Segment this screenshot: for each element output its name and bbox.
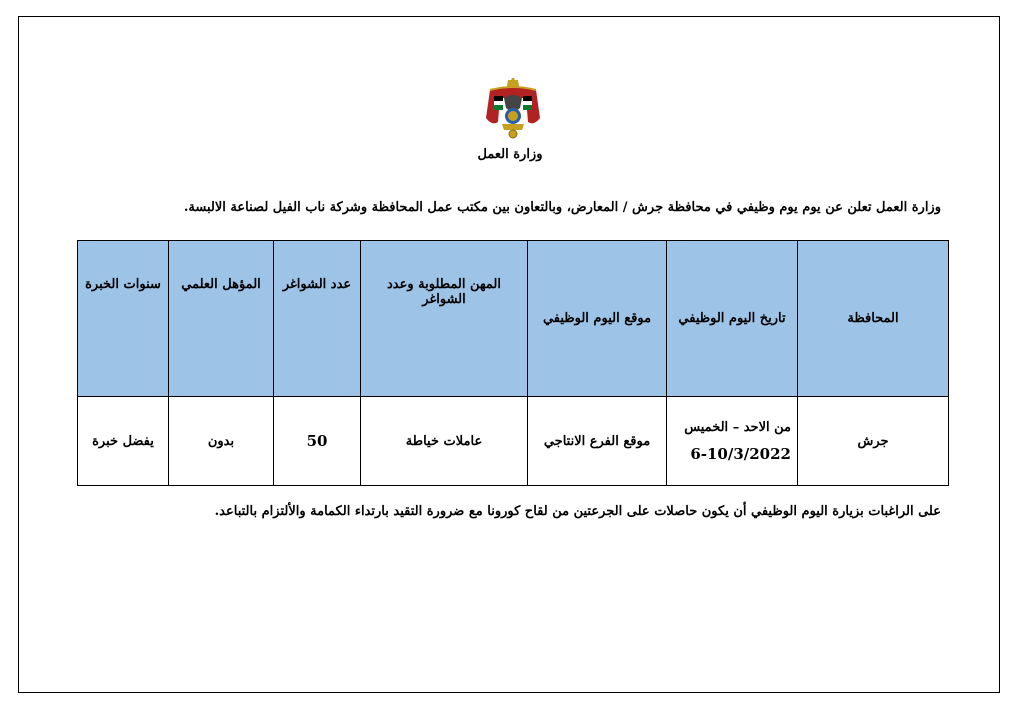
cell-location: موقع الفرع الانتاجي [528,397,667,486]
cell-jobs: عاملات خياطة [361,397,528,486]
cell-date-days: من الاحد – الخميس [684,420,791,435]
header-qualification: المؤهل العلمي [169,241,274,397]
header-experience: سنوات الخبرة [78,241,169,397]
table-header-row [78,241,949,397]
cell-date-value: 6-10/3/2022 [690,445,791,463]
requirements-note: على الراغبات بزيارة اليوم الوظيفي أن يكون حاصلات على الجرعتين من لقاح كورونا مع ضرورة التقيد بارتداء الكمامة والألتزام بالتباعد. [214,504,941,519]
job-day-table [77,240,949,486]
cell-vacancies: 50 [274,397,361,486]
table-row [78,397,949,486]
header-date: تاريخ اليوم الوظيفي [667,241,798,397]
header-vacancies: عدد الشواغر [274,241,361,397]
cell-experience: يفضل خبرة [78,397,169,486]
ministry-name: وزارة العمل [477,147,543,162]
cell-governorate: جرش [798,397,949,486]
header-jobs: المهن المطلوبة وعدد الشواغر [361,241,528,397]
announcement-text: وزارة العمل تعلن عن يوم يوم وظيفي في محافظة جرش / المعارض، وبالتعاون بين مكتب عمل المحافظة وشركة ناب الفيل لصناعة الالبسة. [183,200,941,215]
jordan-coat-of-arms-emblem [484,78,542,140]
header-location: موقع اليوم الوظيفي [528,241,667,397]
cell-date [667,397,798,486]
cell-qualification: بدون [169,397,274,486]
header-governorate: المحافظة [798,241,949,397]
